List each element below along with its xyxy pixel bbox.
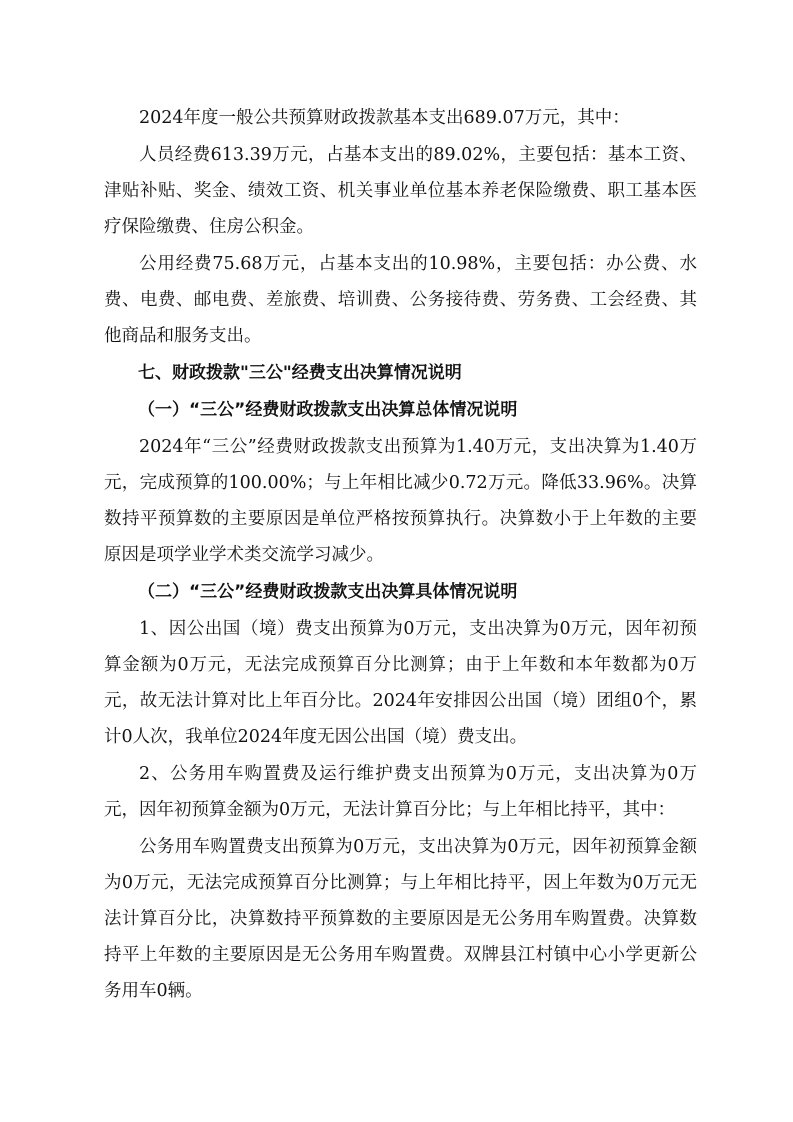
paragraph-personnel-expenses: 人员经费613.39万元，占基本支出的89.02%，主要包括：基本工资、津贴补贴、奖金、绩效工资、机关事业单位基本养老保险缴费、职工基本医疗保险缴费、住房公积金。 [104, 145, 697, 237]
paragraph-overseas-travel: 1、因公出国（境）费支出预算为0万元，支出决算为0万元，因年初预算金额为0万元，无法完成预算百分比测算；由于上年数和本年数都为0万元，故无法计算对比上年百分比。2024年安排因公出国（境）团组0个，累计0人次，我单位2024年度无因公出国（境）费支出。 [104, 619, 697, 747]
document-page [104, 100, 697, 1010]
paragraph-official-vehicles: 2、公务用车购置费及运行维护费支出预算为0万元，支出决算为0万元，因年初预算金额为0万元，无法计算百分比；与上年相比持平，其中： [104, 764, 697, 820]
paragraph-overall-description: 2024年“三公”经费财政拨款支出预算为1.40万元，支出决算为1.40万元，完成预算的100.00%；与上年相比减少0.72万元。降低33.96%。决算数持平预算数的主要原因是单位严格按预算执行。决算数小于上年数的主要原因是项学业学术类交流学习减少。 [104, 437, 697, 565]
paragraph-public-expenses: 公用经费75.68万元，占基本支出的10.98%，主要包括：办公费、水费、电费、邮电费、差旅费、培训费、公务接待费、劳务费、工会经费、其他商品和服务支出。 [104, 254, 697, 346]
section-heading-three-public: 七、财政拨款"三公"经费支出决算情况说明 [138, 363, 462, 383]
subheading-overall: （一）“三公”经费财政拨款支出决算总体情况说明 [138, 400, 518, 420]
subheading-specific: （二）“三公”经费财政拨款支出决算具体情况说明 [138, 582, 518, 602]
paragraph-vehicle-purchase: 公务用车购置费支出预算为0万元，支出决算为0万元，因年初预算金额为0万元，无法完成预算百分比测算；与上年相比持平，因上年数为0万元无法计算百分比，决算数持平预算数的主要原因是无公务用车购置费。决算数持平上年数的主要原因是无公务用车购置费。双牌县江村镇中心小学更新公务用车0辆。 [104, 837, 697, 1001]
paragraph-basic-expenditure: 2024年度一般公共预算财政拨款基本支出689.07万元，其中： [139, 108, 630, 128]
